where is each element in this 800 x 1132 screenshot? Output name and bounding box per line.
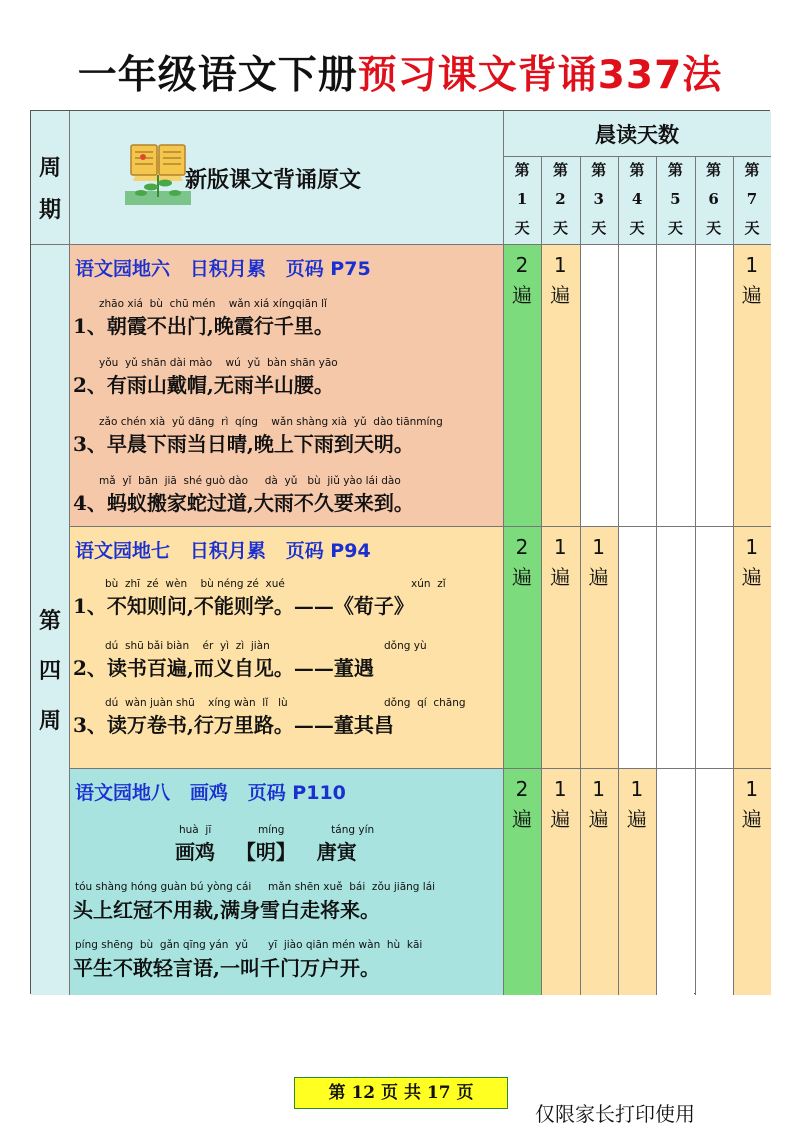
pinyin-line: dú wàn juàn shū xíng wàn lǐ lù [105,697,288,709]
pinyin-line-author: xún zǐ [411,578,446,590]
day-cell [503,244,541,526]
text-line: 1、不知则问,不能则学。——《荀子》 [73,594,414,618]
read-count [503,254,541,314]
day-cell [695,244,733,526]
day-header-part: 天 [629,219,645,237]
text-line: 2、读书百遍,而义自见。——董遇 [73,656,374,680]
read-count [733,778,771,838]
read-count-number: 1 [553,535,567,559]
day-cell [695,526,733,768]
day-header-6 [695,156,733,244]
day-header-7 [733,156,771,244]
day-header-part: 第 [552,161,568,179]
day-cell [618,526,656,768]
day-header-part: 天 [514,219,530,237]
day-header-part: 第 [706,161,722,179]
day-header-part: 第 [667,161,683,179]
pinyin-line: zǎo chén xià yǔ dāng rì qíng wǎn shàng xià yǔ dào tiānmíng [99,416,443,428]
pinyin-line: píng shēng bù gǎn qīng yán yǔ yī jiào qiān mén wàn hù kāi [75,939,423,951]
title-part-black: 一年级语文下册 [77,53,358,98]
text-line: 1、朝霞不出门,晚霞行千里。 [73,314,334,338]
read-count [618,778,656,838]
pinyin-line: mǎ yǐ bān jiā shé guò dào dà yǔ bù jiǔ yào lái dào [99,475,401,487]
day-cell [503,526,541,768]
day-cell [733,768,771,995]
day-cell [580,244,618,526]
day-header-part: 天 [667,219,683,237]
text-column-header [69,111,503,244]
text-line: 4、蚂蚁搬家蛇过道,大雨不久要来到。 [73,491,414,515]
day-header-part: 1 [516,190,528,208]
read-count-number: 2 [515,253,529,277]
day-header-part: 天 [552,219,568,237]
section-title: 语文园地六 日积月累 页码 P75 [75,258,371,280]
grid-line [580,156,581,995]
read-count-unit: 遍 [550,565,571,589]
read-count-unit: 遍 [550,283,571,307]
day-cell [618,768,656,995]
text-line: 3、早晨下雨当日晴,晚上下雨到天明。 [73,432,414,456]
read-count [541,254,579,314]
read-count-unit: 遍 [512,565,532,589]
day-header-part: 第 [514,161,530,179]
grid-line [656,156,657,995]
read-count-number: 1 [592,535,605,559]
read-count-unit: 遍 [741,565,762,589]
read-count-number: 1 [553,253,567,277]
day-header-3 [580,156,618,244]
section-garden-6 [69,244,503,526]
week-header-char-2: 期 [38,197,61,223]
day-cell [656,768,694,995]
day-header-part: 6 [708,190,719,208]
day-header-part: 7 [746,190,758,208]
pinyin-line-author: dǒng yù [384,640,427,652]
poem-title: 画鸡 【明】 唐寅 [175,840,357,864]
page-number-box: 第 12 页 共 17 页 [294,1077,508,1109]
text-line: 头上红冠不用裁,满身雪白走将来。 [73,898,380,922]
day-header-5 [656,156,694,244]
read-count-unit: 遍 [588,565,609,589]
read-count-number: 2 [515,777,529,801]
days-header-label: 晨读天数 [595,122,679,147]
day-header-2 [541,156,579,244]
read-count-unit: 遍 [512,283,532,307]
day-cell [580,526,618,768]
pinyin-line: tóu shàng hóng guàn bú yòng cái mǎn shēn xuě bái zǒu jiāng lái [75,881,436,893]
grid-line [541,156,542,995]
day-cell [580,768,618,995]
day-header-part: 4 [631,190,643,208]
read-count-unit: 遍 [741,807,762,831]
day-cell [733,244,771,526]
pinyin-line: bù zhī zé wèn bù néng zé xué [105,578,285,590]
week-label-char-1: 第 [38,608,61,634]
grid-line [69,526,771,527]
grid-line [618,156,619,995]
text-line: 2、有雨山戴帽,无雨半山腰。 [73,373,334,397]
day-header-part: 第 [744,161,760,179]
day-header-part: 天 [591,219,607,237]
day-cell [656,244,694,526]
day-header-part: 5 [670,190,681,208]
day-header-part: 2 [555,190,566,208]
day-cell [618,244,656,526]
schedule-table [30,110,770,994]
day-header-part: 3 [593,190,604,208]
read-count [503,536,541,596]
day-cell [733,526,771,768]
pinyin-line-author: dǒng qí chāng [384,697,466,709]
read-count-unit: 遍 [626,807,647,831]
title-part-red: 预习课文背诵337法 [357,53,723,98]
read-count-unit: 遍 [512,807,532,831]
page-title [0,44,800,100]
pinyin-line: dú shū bǎi biàn ér yì zì jiàn [105,640,270,652]
day-cell [695,768,733,995]
week-label-char-2: 四 [38,658,61,684]
print-note: 仅限家长打印使用 [535,1102,695,1126]
read-count-number: 1 [745,777,759,801]
grid-line [695,156,696,995]
read-count-unit: 遍 [741,283,762,307]
read-count-unit: 遍 [550,807,571,831]
read-count [541,778,579,838]
section-garden-7 [69,526,503,768]
text-line: 3、读万卷书,行万里路。——董其昌 [73,713,394,737]
pinyin-line: yǒu yǔ shān dài mào wú yǔ bàn shān yāo [99,357,338,369]
section-title: 语文园地八 画鸡 页码 P110 [75,782,346,804]
days-header [503,111,771,244]
read-count-number: 1 [592,777,605,801]
read-count [733,254,771,314]
day-cell [541,244,579,526]
read-count-number: 1 [553,777,567,801]
day-header-part: 第 [629,161,645,179]
book-plant-icon [125,141,191,209]
day-cell [541,768,579,995]
day-header-1 [503,156,541,244]
read-count-number: 1 [630,777,644,801]
section-title: 语文园地七 日积月累 页码 P94 [75,540,371,562]
week-header-char-1: 周 [38,155,61,181]
read-count-number: 1 [745,535,759,559]
read-count-unit: 遍 [588,807,609,831]
grid-line [733,156,734,995]
week-label-char-3: 周 [38,708,61,734]
day-header-part: 天 [744,219,760,237]
read-count [503,778,541,838]
day-header-4 [618,156,656,244]
day-cell [503,768,541,995]
read-count [733,536,771,596]
read-count-number: 1 [745,253,759,277]
day-cell [541,526,579,768]
pinyin-line: zhāo xiá bù chū mén wǎn xiá xíngqiān lǐ [99,298,327,310]
grid-line [69,768,771,769]
text-column-label: 新版课文背诵原文 [185,167,362,193]
day-header-part: 天 [706,219,722,237]
read-count [580,536,618,596]
read-count [580,778,618,838]
poem-title-pinyin: huà jī míng táng yín [179,824,375,836]
day-cell [656,526,694,768]
read-count [541,536,579,596]
read-count-number: 2 [515,535,529,559]
section-garden-8 [69,768,503,995]
text-line: 平生不敢轻言语,一叫千门万户开。 [73,956,380,980]
grid-line [31,244,771,245]
grid-line [503,156,771,157]
day-header-part: 第 [591,161,607,179]
